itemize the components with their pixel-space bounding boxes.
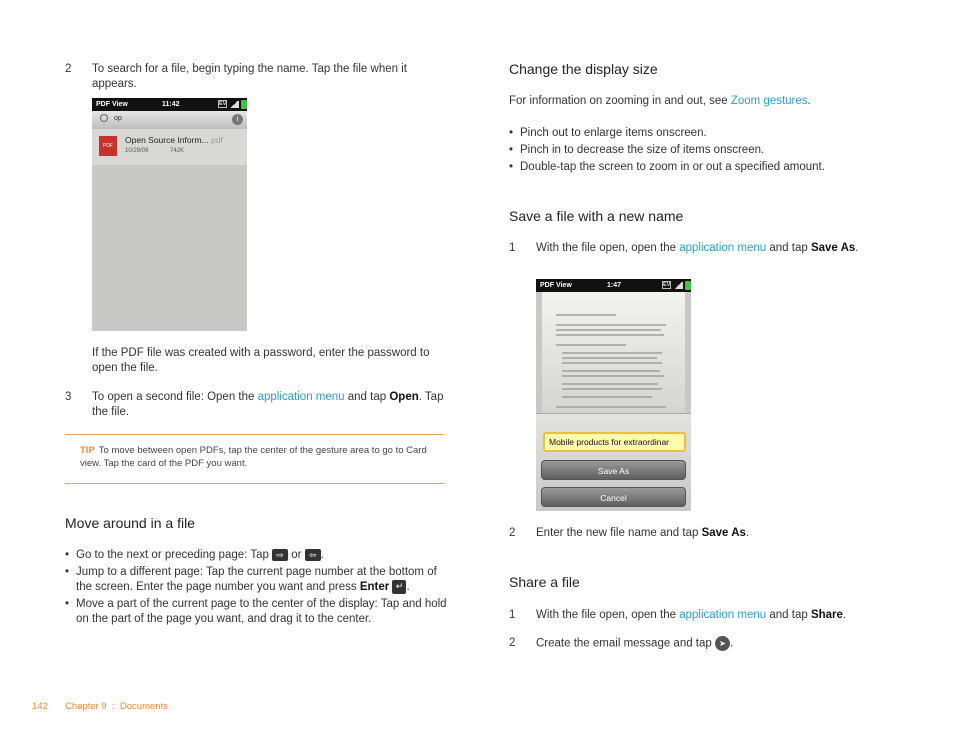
status-bar (92, 98, 247, 111)
previous-page-arrow-icon: ⇦ (305, 549, 321, 561)
zoom-gestures-link[interactable]: Zoom gestures (730, 95, 808, 107)
battery-icon (685, 281, 691, 290)
step-number: 2 (509, 637, 516, 649)
save-as-screenshot (536, 279, 691, 511)
app-name: PDF View (96, 101, 128, 108)
next-page-arrow-icon: ⇨ (272, 549, 288, 561)
step-text: With the file open, open the application menu and tap Save As. (536, 242, 859, 254)
chapter-label: Chapter 9 : Documents (65, 701, 168, 712)
step-number: 1 (509, 242, 516, 254)
pdf-file-icon: PDF (99, 136, 117, 156)
search-bar[interactable] (92, 111, 247, 129)
signal-icon (229, 101, 239, 108)
app-name: PDF View (540, 282, 572, 289)
step-text: To open a second file: Open the application menu and tap Open. Tap the file. (92, 391, 444, 418)
cancel-button[interactable]: Cancel (541, 487, 686, 507)
list-item: • Double-tap the screen to zoom in or out a specified amount. (509, 160, 929, 175)
password-note: If the PDF file was created with a password, enter the password to open the file. (92, 347, 430, 374)
battery-icon (241, 100, 247, 109)
file-name-field[interactable]: Mobile products for extraordinar (543, 432, 686, 452)
step-number: 2 (509, 527, 516, 539)
save-as-button[interactable]: Save As (541, 460, 686, 480)
bullet-list (509, 126, 929, 177)
section-heading: Save a file with a new name (509, 208, 684, 224)
ev-icon: EV (219, 101, 227, 107)
file-date: 10/29/09 (125, 148, 149, 154)
file-name: Open Source Inform... pdf (125, 135, 223, 145)
section-heading: Move around in a file (65, 515, 195, 531)
step-number: 3 (65, 391, 72, 403)
list-item: • Go to the next or preceding page: Tap ⇨ or ⇦ . (65, 548, 450, 563)
clock: 11:42 (162, 101, 180, 108)
step-text: To search for a file, begin typing the name. Tap the file when it appears. (92, 63, 407, 90)
divider (65, 483, 444, 484)
divider (65, 434, 444, 435)
info-icon[interactable]: i (232, 114, 243, 125)
application-menu-link[interactable]: application menu (679, 609, 767, 621)
file-size: 742K (170, 148, 185, 154)
step-number: 2 (65, 63, 72, 75)
tip-label: TIP (80, 445, 95, 456)
section-heading: Change the display size (509, 61, 658, 77)
ev-icon: EV (663, 282, 671, 288)
send-icon: ➤ (715, 636, 730, 651)
application-menu-link[interactable]: application menu (679, 242, 767, 254)
list-item: • Move a part of the current page to the center of the display: Tap and hold on the part of the page you want, and drag it to the center. (65, 597, 450, 627)
step-text: Enter the new file name and tap Save As. (536, 527, 750, 539)
bullet-list (65, 548, 450, 629)
list-item: • Pinch out to enlarge items onscreen. (509, 126, 929, 141)
list-item: • Jump to a different page: Tap the current page number at the bottom of the screen. Enter the page number you want and press Enter ↵ . (65, 565, 450, 595)
search-screenshot (92, 98, 247, 331)
section-heading: Share a file (509, 574, 580, 590)
tip-box: TIP To move between open PDFs, tap the center of the gesture area to go to Card view. Tap the card of the PDF you want. (80, 445, 427, 469)
step-text: Create the email message and tap ➤ . (536, 637, 734, 650)
zoom-note: For information on zooming in and out, see Zoom gestures. (509, 95, 811, 107)
page-number: 142 (32, 701, 48, 712)
status-bar (536, 279, 691, 292)
application-menu-link[interactable]: application menu (257, 391, 345, 403)
step-text: With the file open, open the application menu and tap Share. (536, 609, 847, 621)
search-input[interactable]: op (114, 115, 122, 122)
save-as-dialog (536, 413, 691, 511)
step-number: 1 (509, 609, 516, 621)
enter-key-icon: ↵ (392, 580, 406, 594)
list-item: • Pinch in to decrease the size of items onscreen. (509, 143, 929, 158)
signal-icon (673, 282, 683, 289)
search-icon (100, 114, 108, 122)
clock: 1:47 (607, 282, 622, 289)
list-item[interactable] (92, 129, 247, 165)
